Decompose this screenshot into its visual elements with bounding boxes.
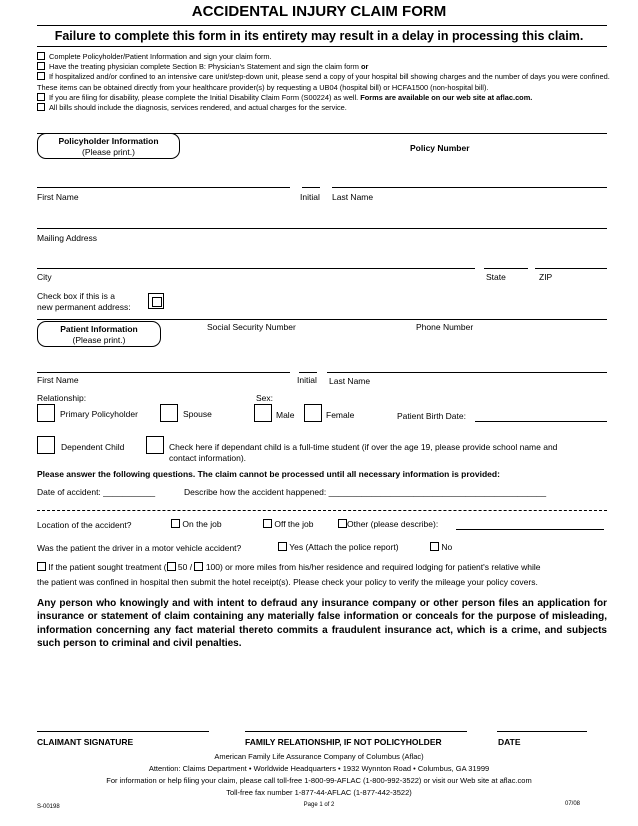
policy-number-label: Policy Number xyxy=(410,143,470,153)
spouse-checkbox[interactable] xyxy=(160,404,178,422)
mailing-address-field[interactable] xyxy=(37,228,607,229)
claimant-signature-field[interactable] xyxy=(37,731,209,732)
student-label: Check here if dependant child is a full-time student (if over the age 19, please provide school name and contact information). xyxy=(169,442,558,463)
first-name-label: First Name xyxy=(37,192,79,202)
off-job-checkbox[interactable] xyxy=(263,519,272,528)
claimant-signature-label: CLAIMANT SIGNATURE xyxy=(37,737,134,747)
form-title: ACCIDENTAL INJURY CLAIM FORM xyxy=(191,3,447,20)
other-checkbox[interactable] xyxy=(338,519,347,528)
describe-accident-field[interactable]: Describe how the accident happened: ______________________________________________ xyxy=(184,487,547,497)
on-job-checkbox[interactable] xyxy=(171,519,180,528)
policyholder-header: Policyholder Information (Please print.) xyxy=(37,133,180,159)
instruction-checkbox[interactable] xyxy=(37,103,45,111)
instruction-checkbox[interactable] xyxy=(37,93,45,101)
footer-fax: Toll-free fax number 1-877-44-AFLAC (1-877-442-3522) xyxy=(226,788,412,797)
male-checkbox[interactable] xyxy=(254,404,272,422)
first-name-field[interactable] xyxy=(37,187,290,188)
form-code: S-00198 xyxy=(37,804,60,810)
instruction-item: Have the treating physician complete Section B: Physician's Statement and sign the claim form or xyxy=(37,62,612,72)
instruction-item: If you are filing for disability, please complete the Initial Disability Claim Form (S00224) as well. Forms are available on our web site at aflac.com. xyxy=(37,93,612,103)
signature-date-field[interactable] xyxy=(497,731,587,732)
driver-question: Was the patient the driver in a motor vehicle accident? xyxy=(37,543,242,553)
yes-checkbox[interactable] xyxy=(278,542,287,551)
footer-info: For information or help filing your claim, please call toll-free 1-800-99-AFLAC (1-800-992-3522) or visit our Web site at aflac.com xyxy=(106,776,532,785)
spouse-label: Spouse xyxy=(183,409,212,419)
revision-date: 07/08 xyxy=(565,801,581,807)
female-checkbox[interactable] xyxy=(304,404,322,422)
date-of-accident-field[interactable]: Date of accident: ___________ xyxy=(37,487,156,497)
signature-date-label: DATE xyxy=(498,737,521,747)
state-field[interactable] xyxy=(484,268,528,269)
travel-checkbox[interactable] xyxy=(37,562,46,571)
birth-date-field[interactable] xyxy=(475,421,607,422)
initial-field[interactable] xyxy=(302,187,320,188)
family-relationship-field[interactable] xyxy=(245,731,467,732)
off-job-option[interactable]: Off the job xyxy=(263,519,313,529)
instruction-item: Complete Policyholder/Patient Information and sign your claim form. xyxy=(37,52,612,62)
patient-first-name-field[interactable] xyxy=(37,372,290,373)
no-option[interactable]: No xyxy=(430,542,452,552)
instruction-checkbox[interactable] xyxy=(37,52,45,60)
form-subtitle: Failure to complete this form in its entirety may result in a delay in processing this claim. xyxy=(54,29,584,43)
instruction-item: If hospitalized and/or confined to an intensive care unit/step-down unit, please send a copy of your hospital bill showing charges and the number of days you were confined. These items can be obtained directly from your healthcare provider(s) by requesting a UB04 (hospital bill) or HCFA1500 (non-hospital bill). xyxy=(37,72,610,92)
patient-last-name-field[interactable] xyxy=(327,372,607,373)
instruction-item: All bills should include the diagnosis, services rendered, and actual charges for the service. xyxy=(37,103,612,113)
dependent-child-label: Dependent Child xyxy=(61,442,125,452)
new-address-checkbox[interactable] xyxy=(148,293,164,309)
city-field[interactable] xyxy=(37,268,475,269)
family-relationship-label: FAMILY RELATIONSHIP, IF NOT POLICYHOLDER xyxy=(245,737,442,747)
last-name-field[interactable] xyxy=(332,187,607,188)
patient-first-name-label: First Name xyxy=(37,375,79,385)
patient-initial-label: Initial xyxy=(297,375,317,385)
travel-question: If the patient sought treatment ( 50 / 100) or more miles from his/her residence and required lodging for patient's relative while xyxy=(37,562,541,572)
male-label: Male xyxy=(276,410,295,420)
student-checkbox[interactable] xyxy=(146,436,164,454)
instructions xyxy=(37,52,612,113)
ssn-label: Social Security Number xyxy=(207,322,296,332)
state-label: State xyxy=(486,272,506,282)
patient-last-name-label: Last Name xyxy=(329,376,371,386)
fifty-miles-checkbox[interactable] xyxy=(167,562,176,571)
yes-option[interactable]: Yes (Attach the police report) xyxy=(278,542,399,552)
new-address-checkbox-inner xyxy=(152,297,162,307)
zip-field[interactable] xyxy=(535,268,607,269)
dependent-child-checkbox[interactable] xyxy=(37,436,55,454)
ssn-field[interactable] xyxy=(207,319,359,320)
instruction-checkbox[interactable] xyxy=(37,72,45,80)
hundred-miles-checkbox[interactable] xyxy=(194,562,203,571)
instruction-checkbox[interactable] xyxy=(37,62,45,70)
zip-label: ZIP xyxy=(539,272,553,282)
city-label: City xyxy=(37,272,52,282)
no-checkbox[interactable] xyxy=(430,542,439,551)
mailing-address-label: Mailing Address xyxy=(37,233,98,243)
phone-label: Phone Number xyxy=(416,322,474,332)
on-job-option[interactable]: On the job xyxy=(171,519,222,529)
last-name-label: Last Name xyxy=(332,192,374,202)
birth-date-label: Patient Birth Date: xyxy=(397,411,466,421)
location-label: Location of the accident? xyxy=(37,520,132,530)
footer-attention: Attention: Claims Department • Worldwide Headquarters • 1932 Wynnton Road • Columbus, GA 31999 xyxy=(148,764,490,773)
patient-initial-field[interactable] xyxy=(299,372,317,373)
primary-policyholder-label: Primary Policyholder xyxy=(60,409,138,419)
new-address-label: Check box if this is a new permanent address: xyxy=(37,291,131,312)
other-option[interactable]: Other (please describe): xyxy=(338,519,438,529)
primary-policyholder-checkbox[interactable] xyxy=(37,404,55,422)
title-rule xyxy=(37,25,607,26)
relationship-label: Relationship: xyxy=(37,393,87,403)
fraud-warning: Any person who knowingly and with intent to defraud any insurance company or other person files an application for insurance or statement of claim containing any materially false information or conceals for the purpose of misleading, information concerning any fact material thereto commits a fraudulent insurance act, which is a crime, and subjects such person to criminal and civil penalties. xyxy=(37,598,607,650)
other-describe-field[interactable] xyxy=(456,529,604,530)
travel-question-line2: the patient was confined in hospital then submit the hotel receipt(s). Please check your policy to verify the mileage your policy covers. xyxy=(37,577,538,587)
phone-field[interactable] xyxy=(415,319,607,320)
questions-header: Please answer the following questions. The claim cannot be processed until all necessary information is provided: xyxy=(37,469,500,479)
female-label: Female xyxy=(326,410,355,420)
subtitle-rule xyxy=(37,46,607,47)
initial-label: Initial xyxy=(300,192,320,202)
page-number: Page 1 of 2 xyxy=(303,802,335,808)
footer-company: American Family Life Assurance Company of Columbus (Aflac) xyxy=(214,752,424,761)
sex-label: Sex: xyxy=(256,393,274,403)
describe-accident-line-2[interactable] xyxy=(37,510,607,511)
patient-header: Patient Information (Please print.) xyxy=(37,321,161,347)
